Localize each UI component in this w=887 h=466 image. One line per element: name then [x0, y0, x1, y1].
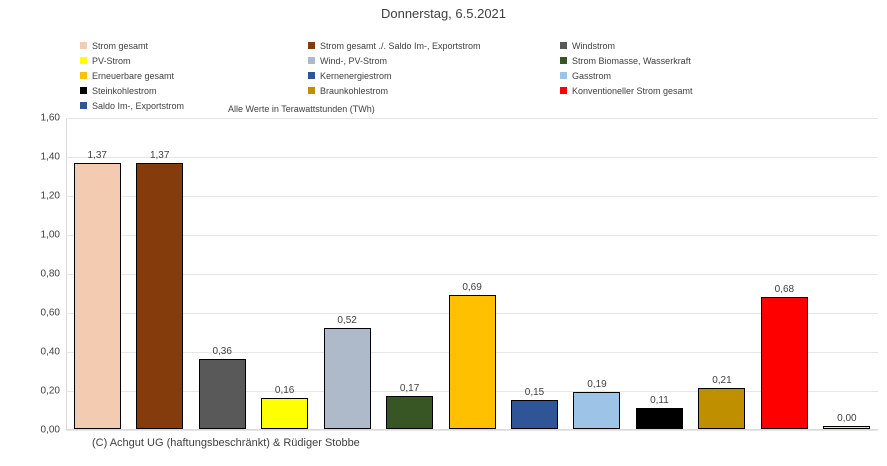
bar-slot	[66, 118, 128, 429]
legend-item	[560, 83, 810, 98]
legend-label: Braunkohlestrom	[320, 85, 389, 96]
bar-value-label: 0,19	[587, 379, 607, 391]
legend-label: Strom gesamt ./. Saldo Im-, Exportstrom	[320, 40, 481, 51]
legend-swatch-icon	[560, 87, 567, 94]
bar-slot	[816, 118, 878, 429]
legend-label: Steinkohlestrom	[92, 85, 157, 96]
legend-swatch-icon	[308, 57, 315, 64]
bar[interactable]	[386, 382, 433, 429]
legend-item	[308, 83, 560, 98]
bar-slot	[316, 118, 378, 429]
bar[interactable]	[74, 149, 121, 429]
plot-area	[40, 112, 878, 436]
bar-value-label: 0,11	[650, 394, 669, 406]
bar-slot	[128, 118, 190, 429]
legend-label: Windstrom	[572, 40, 616, 51]
legend-label: Gasstrom	[572, 70, 612, 81]
legend-swatch-icon	[308, 87, 315, 94]
y-axis-tick-label: 0,60	[40, 307, 60, 319]
legend-swatch-icon	[80, 42, 87, 49]
bar-value-label: 0,15	[524, 386, 545, 398]
bar-value-label: 0,21	[712, 375, 732, 387]
bar-value-label: 0,68	[774, 283, 795, 295]
gridline	[66, 430, 878, 431]
legend-label: Strom Biomasse, Wasserkraft	[572, 55, 691, 66]
legend-label: Erneuerbare gesamt	[92, 70, 175, 81]
legend-item	[80, 68, 308, 83]
bar[interactable]	[636, 394, 683, 429]
legend-item	[308, 68, 560, 83]
legend-swatch-icon	[560, 57, 567, 64]
bar-value-label: 1,37	[149, 149, 170, 161]
bar[interactable]	[324, 314, 371, 429]
y-axis-tick-label: 1,00	[40, 229, 60, 241]
y-axis-tick-label: 1,20	[40, 190, 60, 202]
bar[interactable]	[823, 413, 870, 429]
bar[interactable]	[261, 384, 308, 429]
bar-slot	[441, 118, 503, 429]
legend-item	[308, 38, 560, 53]
bar-slot	[253, 118, 315, 429]
legend-swatch-icon	[80, 72, 87, 79]
bar[interactable]	[136, 149, 183, 429]
bar-slot	[691, 118, 753, 429]
bar-value-label: 0,52	[337, 314, 357, 326]
legend-item	[560, 38, 810, 53]
y-axis-tick-label: 0,40	[40, 346, 60, 358]
legend-item	[308, 53, 560, 68]
y-axis-tick-label: 0,00	[40, 424, 60, 436]
bar[interactable]	[573, 379, 620, 429]
bar[interactable]	[511, 386, 558, 429]
bar-value-label: 0,00	[837, 413, 857, 424]
legend-item	[560, 68, 810, 83]
legend-swatch-icon	[560, 42, 567, 49]
legend-swatch-icon	[308, 42, 315, 49]
legend-label: PV-Strom	[92, 55, 131, 66]
bar-slot	[503, 118, 565, 429]
bar[interactable]	[449, 281, 496, 429]
legend-swatch-icon	[308, 72, 315, 79]
legend-swatch-icon	[560, 72, 567, 79]
legend-item	[80, 38, 308, 53]
legend-swatch-icon	[80, 57, 87, 64]
legend-swatch-icon	[80, 87, 87, 94]
y-axis-tick-label: 1,40	[40, 151, 60, 163]
legend-label: Strom gesamt	[92, 40, 149, 51]
bar[interactable]	[761, 283, 808, 429]
y-axis-tick-label: 0,80	[40, 268, 60, 280]
y-axis-tick-label: 0,20	[40, 385, 60, 397]
bar-value-label: 0,69	[462, 281, 482, 293]
legend-label: Kernenergiestrom	[320, 70, 392, 81]
bar-slot	[753, 118, 815, 429]
bar[interactable]	[698, 375, 745, 429]
footer-copyright: (C) Achgut UG (haftungsbeschränkt) & Rüdiger Stobbe	[92, 437, 360, 449]
chart-subtitle: Alle Werte in Terawattstunden (TWh)	[228, 104, 375, 114]
y-axis-tick-label: 1,60	[40, 112, 60, 124]
bar-slot	[566, 118, 628, 429]
legend-label: Konventioneller Strom gesamt	[572, 85, 693, 96]
legend-item	[80, 83, 308, 98]
bar-value-label: 0,16	[274, 384, 295, 396]
legend-label: Saldo Im-, Exportstrom	[92, 100, 185, 111]
chart-title: Donnerstag, 6.5.2021	[380, 6, 507, 21]
legend-label: Wind-, PV-Strom	[320, 55, 388, 66]
legend-item	[560, 53, 810, 68]
bar-slot	[628, 118, 690, 429]
bar-value-label: 0,17	[399, 382, 420, 394]
bar-value-label: 1,37	[87, 149, 107, 161]
bar-slot	[191, 118, 253, 429]
bar[interactable]	[199, 346, 246, 429]
legend-item	[80, 53, 308, 68]
bar-slot	[378, 118, 440, 429]
chart-legend	[80, 38, 840, 113]
bar-series	[66, 118, 878, 429]
legend-swatch-icon	[80, 102, 87, 109]
bar-value-label: 0,36	[212, 346, 232, 358]
